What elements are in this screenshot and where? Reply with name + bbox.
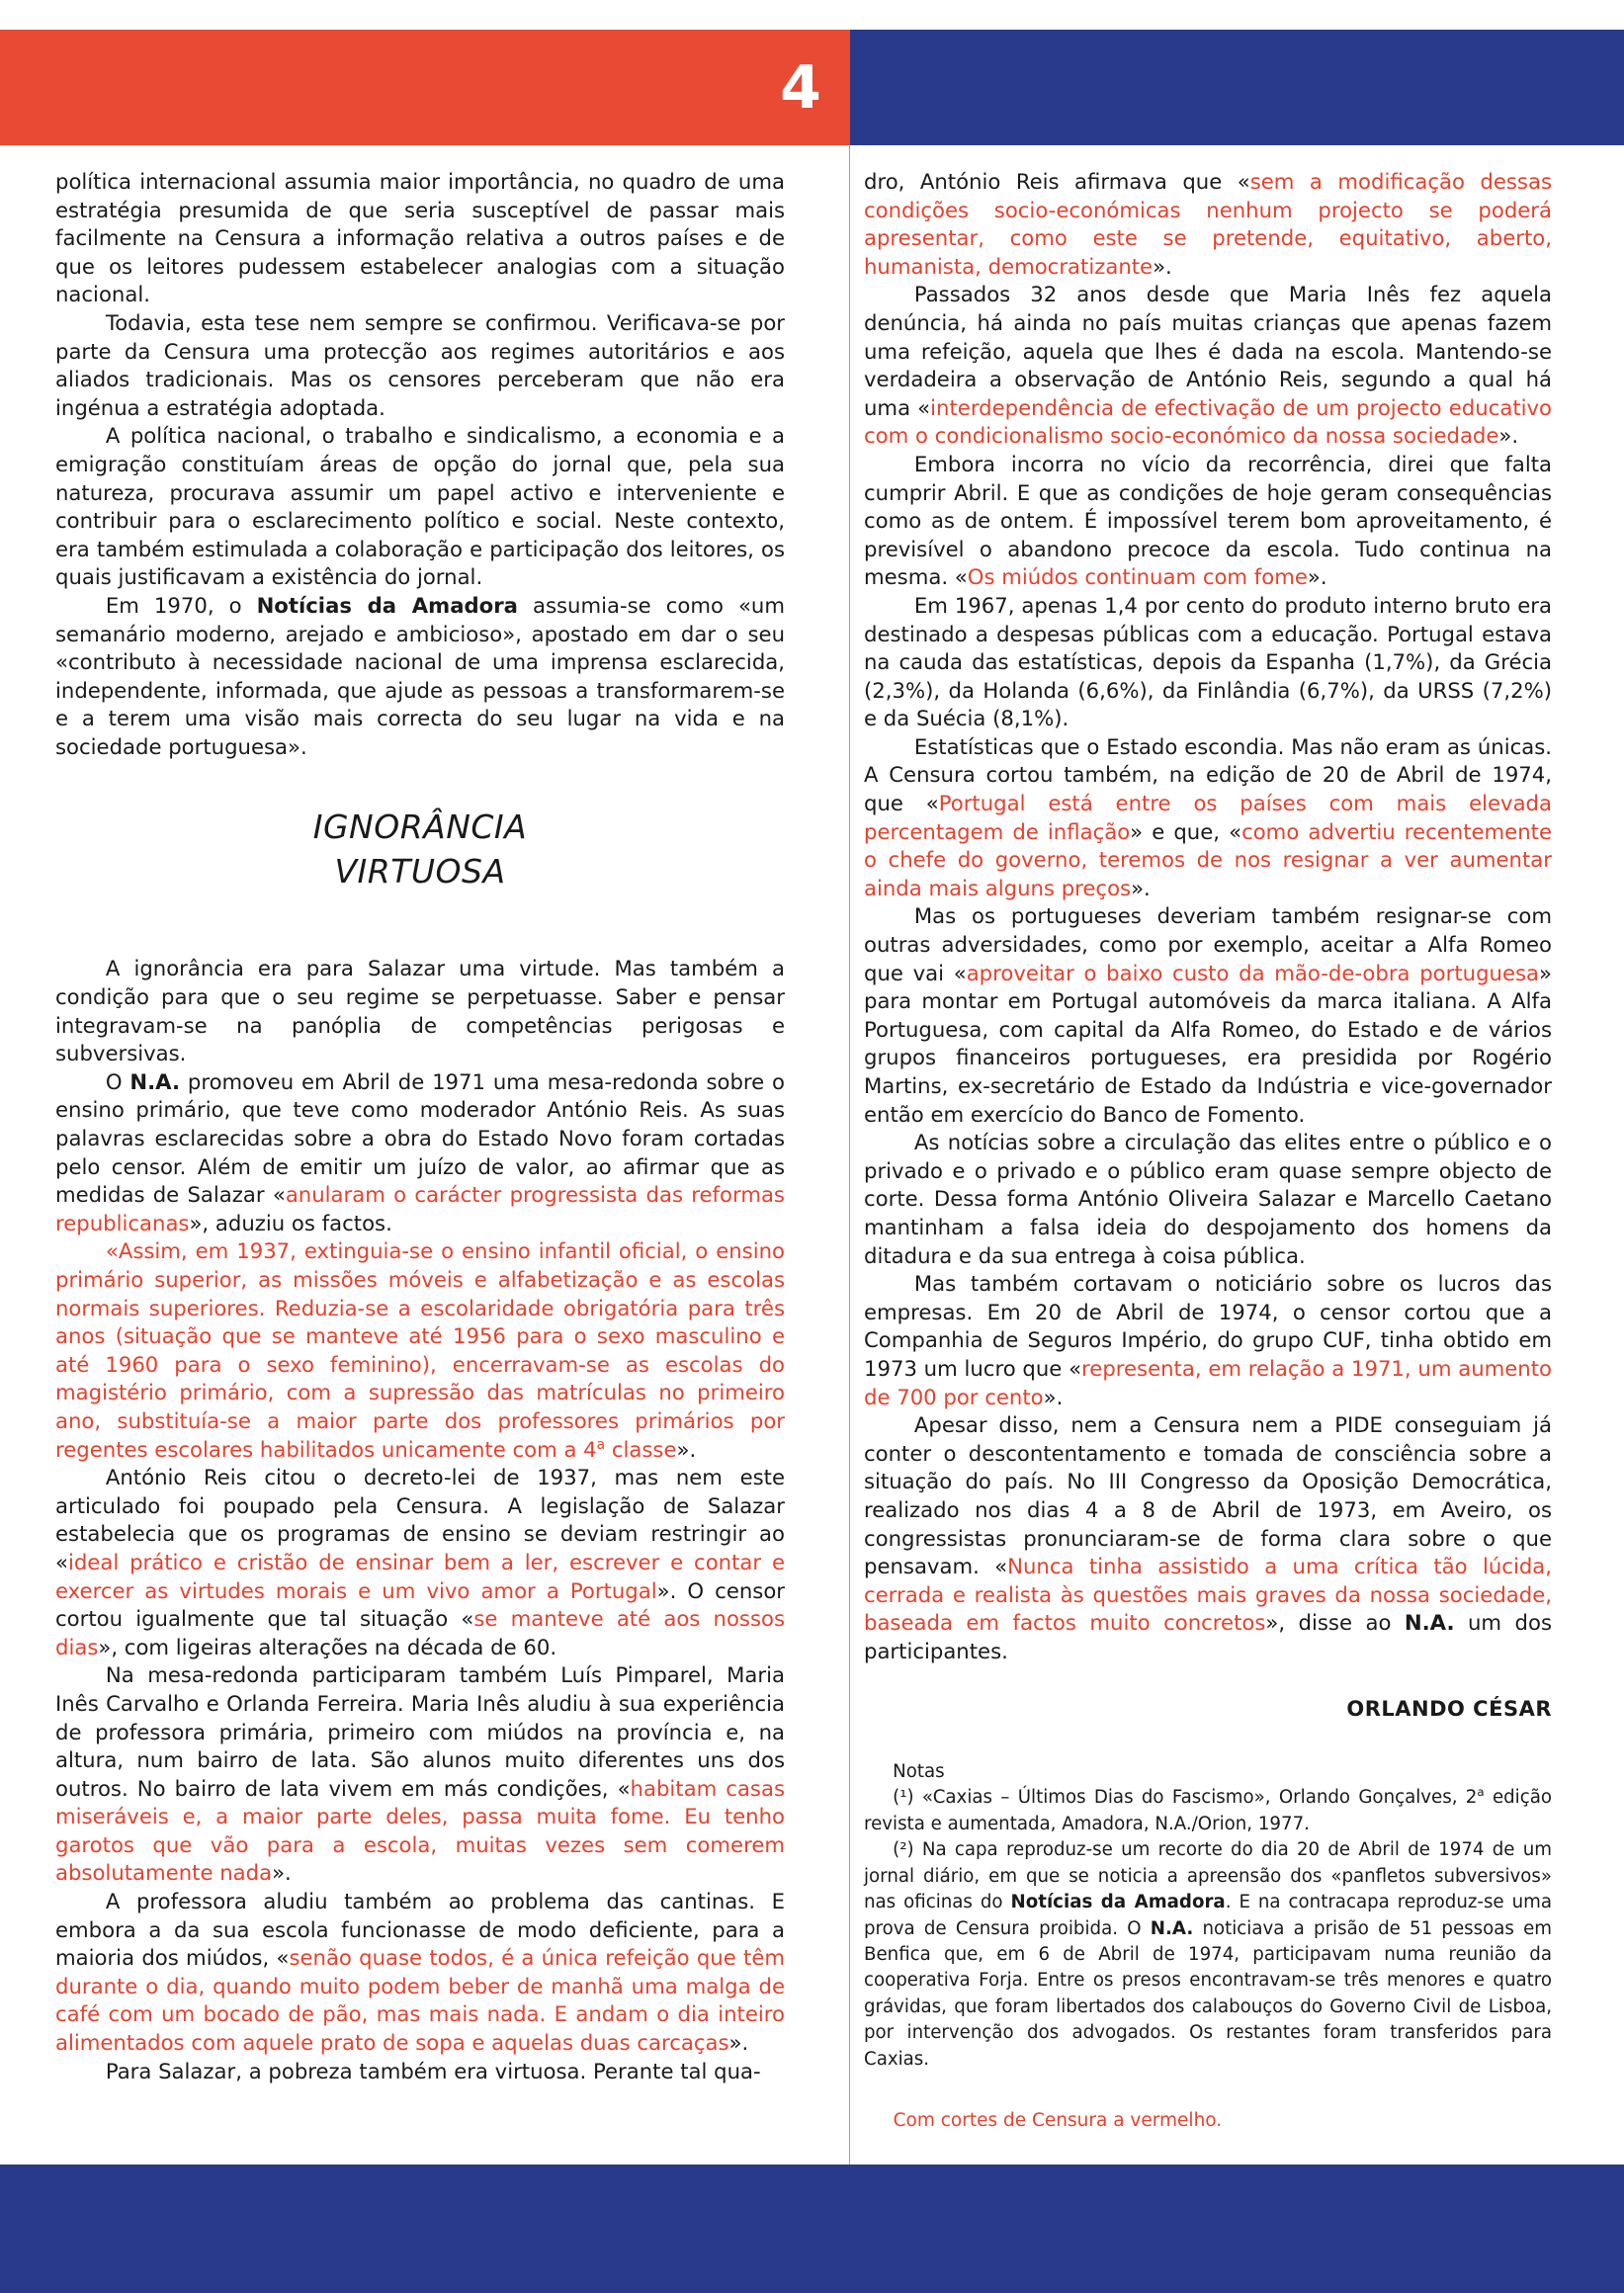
censored-text: sem a modificação dessas condições socio-económicas nenhum projecto se poderá apresentar, como este se pretende, equitativo, aberto, humanista, democratizante xyxy=(864,169,1552,279)
text: ». xyxy=(1131,875,1151,900)
text: noticiava a prisão de 51 pessoas em Benfica que, em 6 de Abril de 1974, participavam numa reunião da cooperativa Forja. Entre os presos encontravam-se três menores e quatro grávidas, que foram libertados dos calabouços do Governo Civil de Lisboa, por intervenção dos advogados. Os restantes foram transferidos para Caxias. xyxy=(864,1917,1552,2070)
footnote xyxy=(864,1837,1552,2073)
paragraph: A ignorância era para Salazar uma virtude. Mas também a condição para que o seu regime se perpetuasse. Saber e pensar integravam-se na panóplia de competências perigosas e subversivas. xyxy=(55,956,785,1066)
newspaper-name: Notícias da Amadora xyxy=(256,592,518,618)
text: promoveu em Abril de 1971 uma mesa-redonda sobre o ensino primário, que teve como moderador António Reis. As suas palavras esclarecidas sobre a obra do Estado Novo foram cortadas pelo censor. Além de emitir um juízo de valor, ao afirmar que as medidas de Salazar « xyxy=(55,1068,785,1208)
text: », disse ao xyxy=(1265,1610,1405,1636)
text: Mas os portugueses deveriam também resignar-se com outras adversidades, como por exemplo, aceitar a Alfa Romeo que vai « xyxy=(864,903,1552,985)
paragraph xyxy=(55,1661,785,1888)
text: ». xyxy=(1307,564,1327,590)
paragraph xyxy=(864,451,1552,592)
text: edição revista e aumentada, Amadora, N.A./Orion, 1977. xyxy=(864,1787,1553,1834)
paragraph xyxy=(55,1888,785,2058)
text: ». O censor cortou igualmente que tal situação « xyxy=(55,1577,785,1632)
text: Embora incorra no vício da recorrência, direi que falta cumprir Abril. E que as condições de hoje geram consequências como as de ontem. É impossível terem bom aproveitamento, é previsível o abandono precoce da escola. Tudo continua na mesma. « xyxy=(864,451,1552,590)
text: ». xyxy=(1498,423,1519,449)
paragraph: Para Salazar, a pobreza também era virtuosa. Perante tal qua- xyxy=(105,2058,761,2083)
text: ». xyxy=(676,1436,697,1462)
text: Na mesa-redonda participaram também Luís Pimparel, Maria Inês Carvalho e Orlanda Ferreira. Maria Inês aludiu à sua experiência de professora primária, primeiro com miúdos na província e, na altura, num bairro de lata. São alunos muito diferentes uns dos outros. No bairro de lata vivem em más condições, « xyxy=(55,1662,785,1801)
text: », aduziu os factos. xyxy=(189,1210,392,1235)
newspaper-abbrev: N.A. xyxy=(1150,1917,1194,1939)
paragraph xyxy=(864,168,1552,281)
footnotes xyxy=(864,1759,1552,2134)
text: assumia-se como «um semanário moderno, arejado e ambicioso», apostado em dar o seu «contributo à necessidade nacional de uma imprensa esclarecida, independente, informada, que ajude as pessoas a transformarem-se e a terem uma visão mais correcta do seu lugar na vida e na sociedade portuguesa». xyxy=(55,592,785,759)
author-byline: ORLANDO CÉSAR xyxy=(1346,1697,1552,1722)
left-column xyxy=(55,168,785,2085)
newspaper-abbrev: N.A. xyxy=(1404,1610,1455,1636)
censored-text: «Assim, em 1937, extinguia-se o ensino infantil oficial, o ensino primário superior, as missões móveis e alfabetização e as escolas normais superiores. Reduzia-se a escolaridade obrigatória para três anos (situação que se manteve até 1956 para o sexo masculino e até 1960 para o sexo feminino), encerravam-se as escolas do magistério primário, com a supressão das matrículas no primeiro ano, substituía-se a maior parte dos professores primários por regentes escolares habilitados unicamente com a 4 xyxy=(55,1238,785,1462)
text: », com ligeiras alterações na década de 60. xyxy=(98,1634,557,1659)
footer-band xyxy=(0,2165,1624,2293)
newspaper-abbrev: N.A. xyxy=(129,1068,181,1094)
paragraph: política internacional assumia maior importância, no quadro de uma estratégia presumida de que seria susceptível de passar mais facilmente na Censura a informação relativa a outros países e de que os leitores pudessem estabelecer analogias com a situação nacional. xyxy=(55,169,785,307)
footnotes-title: Notas xyxy=(893,1761,945,1783)
text: «Caxias – Últimos Dias do Fascismo», Orlando Gonçalves, 2 xyxy=(913,1787,1478,1809)
censorship-legend: Com cortes de Censura a vermelho. xyxy=(893,2109,1223,2131)
censored-text: interdependência de efectivação de um projecto educativo com o condicionalismo socio-económico da nossa sociedade xyxy=(864,394,1553,449)
censored-text: habitam casas miseráveis e, a maior parte deles, passa muita fome. Eu tenho garotos que vão para a escola, muitas vezes sem comerem absolutamente nada xyxy=(55,1775,785,1886)
paragraph: A política nacional, o trabalho e sindicalismo, a economia e a emigração constituíam áreas de opção do jornal que, pela sua natureza, procurava assumir um papel activo e interveniente e contribuir para o esclarecimento político e social. Neste contexto, era também estimulada a colaboração e participação dos leitores, os quais justificavam a existência do jornal. xyxy=(55,423,785,590)
text: Estatísticas que o Estado escondia. Mas não eram as únicas. A Censura cortou também, na edição de 20 de Abril de 1974, que « xyxy=(864,733,1552,816)
paragraph xyxy=(864,902,1552,1129)
censored-text: como advertiu recentemente o chefe do governo, teremos de nos resignar a ver aumentar ainda mais alguns preços xyxy=(864,818,1552,900)
censored-text: Os miúdos continuam com fome xyxy=(967,564,1308,590)
paragraph: Todavia, esta tese nem sempre se confirmou. Verificava-se por parte da Censura uma protecção aos regimes autoritários e aos aliados tradicionais. Mas os censores perceberam que não era ingénua a estratégia adoptada. xyxy=(55,309,785,420)
footnote xyxy=(864,1785,1552,1837)
footnote-marker: (¹) xyxy=(893,1787,914,1809)
text: dro, António Reis afirmava que « xyxy=(864,169,1250,194)
footnote-marker: (²) xyxy=(893,1839,914,1861)
section-heading-line: VIRTUOSA xyxy=(334,852,506,892)
censored-text: senão quase todos, é a única refeição que têm durante o dia, quando muito podem beber de manhã uma malga de café com um bocado de pão, mas mais nada. E andam o dia inteiro alimentados com aquele prato de sopa e aquelas duas carcaças xyxy=(55,1945,786,2056)
superscript: a xyxy=(596,1436,606,1453)
text: António Reis citou o decreto-lei de 1937, mas nem este articulado foi poupado pela Censura. A legislação de Salazar estabelecia que os programas de ensino se deviam restringir ao « xyxy=(55,1465,785,1574)
censored-text: representa, em relação a 1971, um aumento de 700 por cento xyxy=(864,1355,1552,1409)
superscript: a xyxy=(1477,1785,1485,1800)
text: Passados 32 anos desde que Maria Inês fez aquela denúncia, há ainda no país muitas crianças que apenas fazem uma refeição, aquela que lhes é dada na escola. Mantendo-se verdadeira a observação de António Reis, segundo a qual há uma « xyxy=(864,282,1552,420)
right-column xyxy=(864,168,1552,2134)
censored-text: aproveitar o baixo custo da mão-de-obra portuguesa xyxy=(966,960,1540,985)
censored-text: anularam o carácter progressista das reformas republicanas xyxy=(55,1182,785,1235)
text: ». xyxy=(272,1860,292,1886)
censored-text: Portugal está entre os países com mais elevada percentagem de inflação xyxy=(864,791,1552,844)
text: Mas também cortavam o noticiário sobre os lucros das empresas. Em 20 de Abril de 1974, o censor cortou que a Companhia de Seguros Império, do grupo CUF, tinha obtido em 1973 um lucro que « xyxy=(864,1271,1552,1381)
header-band-red xyxy=(0,30,850,145)
censored-text: classe xyxy=(605,1436,677,1462)
text: » para montar em Portugal automóveis da marca italiana. A Alfa Portuguesa, com capital da Alfa Romeo, do Estado e de vários grupos financeiros portugueses, era presidida por Rogério Martins, ex-secretário de Estado da Indústria e vice-governador então em exercício do Banco de Fomento. xyxy=(864,960,1552,1127)
paragraph xyxy=(55,1237,785,1464)
page-number: 4 xyxy=(780,52,821,123)
censored-text: ideal prático e cristão de ensinar bem a ler, escrever e contar e exercer as virtudes morais e um vivo amor a Portugal xyxy=(55,1549,785,1603)
newspaper-name: Notícias da Amadora xyxy=(1010,1892,1226,1913)
paragraph xyxy=(864,733,1552,903)
text: . E na contracapa reproduz-se uma prova de Censura proibida. O xyxy=(864,1892,1552,1939)
header-band-blue xyxy=(850,30,1624,145)
text: ». xyxy=(1043,1384,1064,1409)
paragraph xyxy=(55,1068,785,1238)
text: ». xyxy=(728,2030,749,2056)
paragraph: As notícias sobre a circulação das elites entre o público e o privado e o privado e o público eram quase sempre objecto de corte. Dessa forma António Oliveira Salazar e Marcello Caetano mantinham a falsa ideia do despojamento dos homens da ditadura e da sua entrega à coisa pública. xyxy=(864,1130,1552,1268)
paragraph: Em 1967, apenas 1,4 por cento do produto interno bruto era destinado a despesas públicas com a educação. Portugal estava na cauda das estatísticas, depois da Espanha (1,7%), da Grécia (2,3%), da Holanda (6,6%), da Finlândia (6,7%), da URSS (7,2%) e da Suécia (8,1%). xyxy=(864,592,1552,731)
text: Apesar disso, nem a Censura nem a PIDE conseguiam já conter o descontentamento e tomada de consciência sobre a situação do país. No III Congresso da Oposição Democrática, realizado nos dias 4 a 8 de Abril de 1973, em Aveiro, os congressistas pronunciaram-se de forma clara sobre o que pensavam. « xyxy=(864,1412,1552,1579)
text: Na capa reproduz-se um recorte do dia 20 de Abril de 1974 de um jornal diário, em que se noticia a apreensão dos «panfletos subversivos» nas oficinas do xyxy=(864,1839,1552,1913)
text: A professora aludiu também ao problema das cantinas. E embora a da sua escola funcionasse de modo deficiente, para a maioria dos miúdos, « xyxy=(55,1889,785,1971)
paragraph xyxy=(864,1270,1552,1411)
paragraph xyxy=(55,1464,785,1661)
paragraph xyxy=(864,281,1552,451)
paragraph xyxy=(55,592,785,762)
text: O xyxy=(105,1068,130,1094)
text: ». xyxy=(1153,253,1172,279)
paragraph xyxy=(864,1411,1552,1665)
censored-text: Nunca tinha assistido a uma crítica tão lúcida, cerrada e realista às questões mais graves da nossa sociedade, baseada em factos muito concretos xyxy=(864,1554,1552,1636)
section-heading-line: IGNORÂNCIA xyxy=(312,807,528,847)
censored-text: se manteve até aos nossos dias xyxy=(55,1606,786,1659)
column-divider xyxy=(849,145,850,2165)
section-heading xyxy=(55,805,785,893)
text: » e que, « xyxy=(1130,818,1242,844)
text: um dos participantes. xyxy=(864,1610,1552,1663)
text: Em 1970, o xyxy=(105,592,257,618)
